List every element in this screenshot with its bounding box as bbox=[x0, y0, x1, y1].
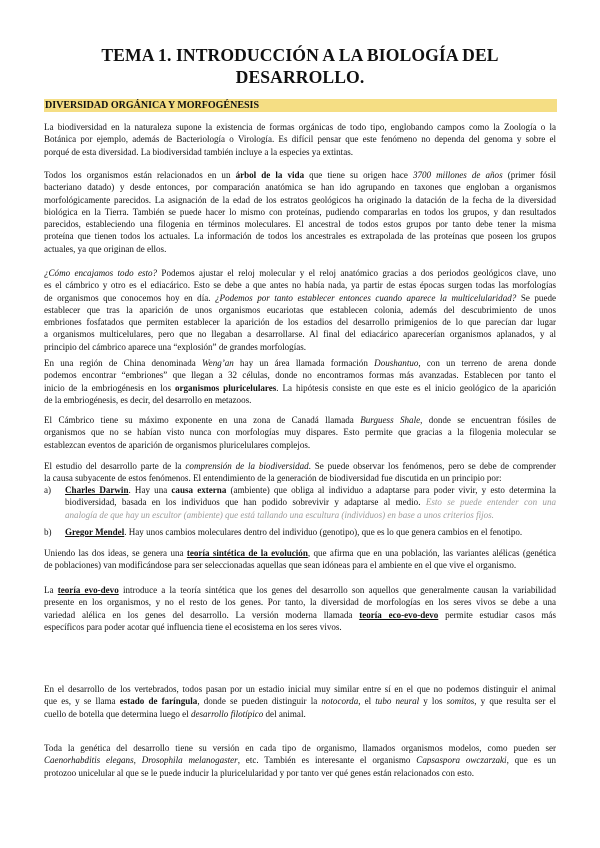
paragraph-2 bbox=[44, 169, 556, 255]
bold-underlined-term: teoría eco-evo-devo bbox=[359, 609, 439, 620]
text-line: establezcan eventos de aparición de organismos pluricelulares complejos. bbox=[44, 439, 311, 450]
text-run: cuello de botella que determina luego el bbox=[44, 708, 191, 719]
paragraph-6 bbox=[44, 460, 556, 485]
text-run: Podemos ajustar el reloj molecular y el reloj anatómico gracias a dos periodos geológicos clave, uno bbox=[157, 268, 556, 278]
text-run: Uniendo las dos ideas, se genera una bbox=[44, 548, 187, 558]
paragraph-10 bbox=[44, 742, 556, 779]
text-run: del animal. bbox=[263, 708, 306, 719]
text-run: . Hay unos cambios moleculares dentro del individuo (genotipo), que es lo que genera cambios en el fenotipo. bbox=[124, 527, 523, 537]
text-line: parecidos, estableciendo una filogenia en términos moleculares. El ancestral de todos estos grupos por tanto debe tener la misma bbox=[44, 219, 556, 230]
text-line: específicos para poder acotar qué influencia tiene el ecosistema en los seres vivos. bbox=[44, 621, 342, 632]
paragraph-5 bbox=[44, 414, 556, 451]
text-run: . Hay una bbox=[128, 485, 172, 495]
text-run: (primer fósil bbox=[502, 170, 556, 180]
paragraph-4 bbox=[44, 357, 556, 406]
text-line: principio del cámbrico aparece una “explosión” de grandes morfologías. bbox=[44, 341, 307, 352]
text-line: actuales, ya que originan de ellos. bbox=[44, 243, 167, 254]
text-run: , que afirma que en una población, las variantes alélicas (genética bbox=[307, 548, 556, 558]
title-line-2: DESARROLLO. bbox=[235, 67, 365, 87]
grey-note-line: analogía de que hay un escultor (ambiente) que está tallando una escultura (individuos) en base a unos criterios fijos. bbox=[65, 509, 494, 520]
italic-term: comprensión de la biodiversidad bbox=[185, 461, 309, 471]
text-run: variedad alélica en los genes del desarrollo. La versión moderna llamada bbox=[44, 609, 360, 620]
list-item bbox=[44, 526, 556, 540]
list-item-text bbox=[65, 484, 556, 521]
list-item-text bbox=[65, 526, 556, 538]
text-run: Se puede bbox=[516, 292, 556, 303]
paragraph-3 bbox=[44, 267, 556, 353]
author-name: Gregor Mendel bbox=[65, 527, 125, 537]
text-line: a organismos multicelulares, pero que no llegaban a desarrollarse. Al final del ediacárico aparecerían organismos aplanados, y al bbox=[44, 329, 556, 340]
text-line: de la embriogénesis, es decir, del desarrollo en metazoos. bbox=[44, 394, 252, 405]
list-marker: a) bbox=[44, 485, 52, 495]
text-run: , donde se pueden distinguir la bbox=[197, 696, 322, 707]
paragraph-9 bbox=[44, 683, 556, 720]
text-line bbox=[44, 460, 556, 472]
text-run: introduce a la teoría sintética que los genes del desarrollo son aquellos que generalmente causan la variabilidad bbox=[118, 585, 556, 595]
text-line: organismos que no se habían visto nunca con morfologías muy dispares. Esto permite que gracias a la filogenia molecular se bbox=[44, 427, 556, 438]
text-line: podemos encontrar “embriones” que llegan a 32 células, donde no encontramos formas más avanzadas. Establecen por tanto el bbox=[44, 370, 556, 381]
text-line: establecer que tras la aparición de unos organismos eucariotas que establecen colonia, además del descubrimiento de unos bbox=[44, 304, 556, 315]
text-run: , etc. También es interesante el organismo bbox=[237, 755, 417, 766]
text-run: . Se puede observar los fenómenos, pero se debe de comprender bbox=[308, 461, 556, 471]
page-title bbox=[0, 44, 600, 88]
text-line bbox=[44, 754, 556, 766]
text-line: morfológicamente parecidos. La asignación de la edad de los estratos geológicos ha originado la datación de la fecha de la diversidad bbox=[44, 194, 556, 205]
italic-question: ¿Podemos por tanto establecer entonces cuando aparece la multicelularidad? bbox=[215, 292, 517, 303]
text-run: , que es un bbox=[506, 755, 556, 766]
text-run: . La hipótesis consiste en que este es el inicio geológico de la aparición bbox=[276, 382, 556, 393]
italic-term: tubo neural bbox=[375, 696, 420, 707]
text-line: es el cámbrico y otro es el ediacárico. Esto se debe a que antes no había nada, ya partir de estas épocas surgen todas las morfologías bbox=[44, 280, 556, 291]
species-name: Capsaspora owczarzaki bbox=[416, 755, 507, 766]
italic-term: desarrollo filotípico bbox=[190, 708, 264, 719]
italic-term: Burguess Shale bbox=[360, 415, 421, 425]
author-name: Charles Darwin bbox=[65, 485, 129, 495]
text-run: En una región de China denominada bbox=[44, 358, 202, 368]
text-line bbox=[44, 547, 556, 559]
text-line bbox=[44, 609, 556, 621]
text-line: protozoo unicelular al que se le puede inducir la pluricelularidad y por tanto ver qué genes están relacionados con esto. bbox=[44, 767, 475, 778]
text-line bbox=[44, 357, 556, 369]
italic-term: notocorda bbox=[321, 696, 359, 707]
text-run: que es, y se llama bbox=[44, 696, 120, 707]
text-line: de poblaciones) van modificándose para ser seleccionadas aquellas que sean idóneas para el ambiente en el que vive el organismo. bbox=[44, 560, 517, 571]
text-line: En el desarrollo de los vertebrados, todos pasan por un estadio inicial muy similar entre sí en el que no podemos distinguir el animal bbox=[44, 684, 556, 694]
text-run: inicio de la embriogénesis en los bbox=[44, 382, 175, 393]
text-run: de organismos que conocemos hoy en día. bbox=[44, 292, 216, 303]
bold-term: estado de faríngula bbox=[119, 696, 198, 707]
text-line: proteína que tienen todos los actuales. La información de todos los ancestrales es extrapolada de las proteínas que poseen los grupos bbox=[44, 231, 556, 242]
text-run: (ambiente) que obliga al individuo a adaptarse para poder vivir, y esto determina la bbox=[226, 485, 556, 495]
text-line bbox=[44, 169, 556, 181]
bold-term: árbol de la vida bbox=[235, 170, 305, 180]
text-run: , y que resulta ser el bbox=[474, 696, 556, 707]
italic-term: Doushantuo bbox=[374, 358, 419, 368]
text-line bbox=[44, 414, 556, 426]
text-run: La bbox=[44, 585, 58, 595]
section-heading: DIVERSIDAD ORGÁNICA Y MORFOGÉNESIS bbox=[44, 99, 557, 112]
text-run: que tiene su origen hace bbox=[304, 170, 413, 180]
text-line: biológica en la Tierra. También se puede hacer lo mismo con proteínas, pudiendo compararlas en todos los grupos, y dan resultados bbox=[44, 206, 556, 217]
bold-term: organismos pluricelulares bbox=[174, 382, 277, 393]
text-line bbox=[44, 584, 556, 596]
species-name: Drosophila melanogaster bbox=[141, 755, 238, 766]
text-line: Botánica por ejemplo, además de Bacteriología o Virología. Es difícil pensar que este fenómeno no dependa del genoma y sobre el bbox=[44, 134, 556, 145]
text-line bbox=[65, 484, 556, 496]
text-run: y los bbox=[419, 696, 447, 707]
text-line bbox=[65, 496, 556, 508]
list-item bbox=[44, 484, 556, 524]
text-run: , bbox=[133, 755, 142, 766]
bold-underlined-term: teoría sintética de la evolución bbox=[186, 548, 308, 558]
grey-note: Esto se puede entender con una bbox=[425, 497, 556, 508]
text-line bbox=[44, 292, 556, 304]
text-run: Todos los organismos están relacionados en un bbox=[44, 170, 236, 180]
text-line: bacteriano datado) y desde entonces, por comparación anatómica se han ido agrupando en taxones que engloban a organismos bbox=[44, 182, 556, 193]
text-line bbox=[65, 526, 556, 538]
text-run: El estudio del desarrollo parte de la bbox=[44, 461, 186, 471]
text-line bbox=[44, 382, 556, 394]
species-name: Caenorhabditis elegans bbox=[44, 755, 134, 766]
italic-term: 3700 millones de años bbox=[412, 170, 503, 180]
text-line: embriones fosfatados que permiten establecer la aparición de los estadios del desarrollo primigenios de lo que parecían dar lugar bbox=[44, 317, 556, 328]
text-run: El Cámbrico tiene su máximo exponente en una zona de Canadá llamada bbox=[44, 415, 361, 425]
paragraph-8 bbox=[44, 584, 556, 633]
text-run: hay un área llamada formación bbox=[233, 358, 375, 368]
paragraph-1 bbox=[44, 121, 556, 158]
list-marker: b) bbox=[44, 527, 52, 537]
text-line: Toda la genética del desarrollo tiene su versión en cada tipo de organismo, llamados organismos modelos, como pueden ser bbox=[44, 743, 556, 753]
text-line: porqué de esta diversidad. La biodiversidad también incluye a la especies ya extintas. bbox=[44, 146, 353, 157]
text-line: presente en los organismos, y no el resto de los genes. Por tanto, la diversidad de morfologías en los seres vivos se debe a una bbox=[44, 597, 556, 608]
text-line bbox=[44, 267, 556, 279]
text-run: , con un terreno de arena donde bbox=[418, 358, 556, 368]
text-run: , donde se encuentran fósiles de bbox=[420, 415, 556, 425]
text-line: La biodiversidad en la naturaleza supone la existencia de formas orgánicas de todo tipo, englobando campos como la Zoología o la bbox=[44, 122, 556, 132]
text-run: permite estudiar casos más bbox=[438, 609, 556, 620]
bold-term: causa externa bbox=[171, 485, 227, 495]
italic-term: somitos bbox=[446, 696, 475, 707]
paragraph-7 bbox=[44, 547, 556, 572]
title-line-1: TEMA 1. INTRODUCCIÓN A LA BIOLOGÍA DEL bbox=[101, 45, 499, 65]
bold-underlined-term: teoría evo-devo bbox=[57, 585, 119, 595]
italic-question: ¿Cómo encajamos todo esto? bbox=[44, 268, 158, 278]
text-line bbox=[44, 695, 556, 707]
text-run: , el bbox=[358, 696, 376, 707]
text-run: biodiversidad, basada en los individuos que han podido sobrevivir y adaptarse al medio. bbox=[65, 497, 426, 508]
text-line bbox=[44, 708, 556, 720]
text-line: la causa subyacente de estos fenómenos. El entendimiento de la generación de biodiversidad fue discutida en un principio por: bbox=[44, 473, 502, 484]
italic-term: Weng’an bbox=[201, 358, 234, 368]
